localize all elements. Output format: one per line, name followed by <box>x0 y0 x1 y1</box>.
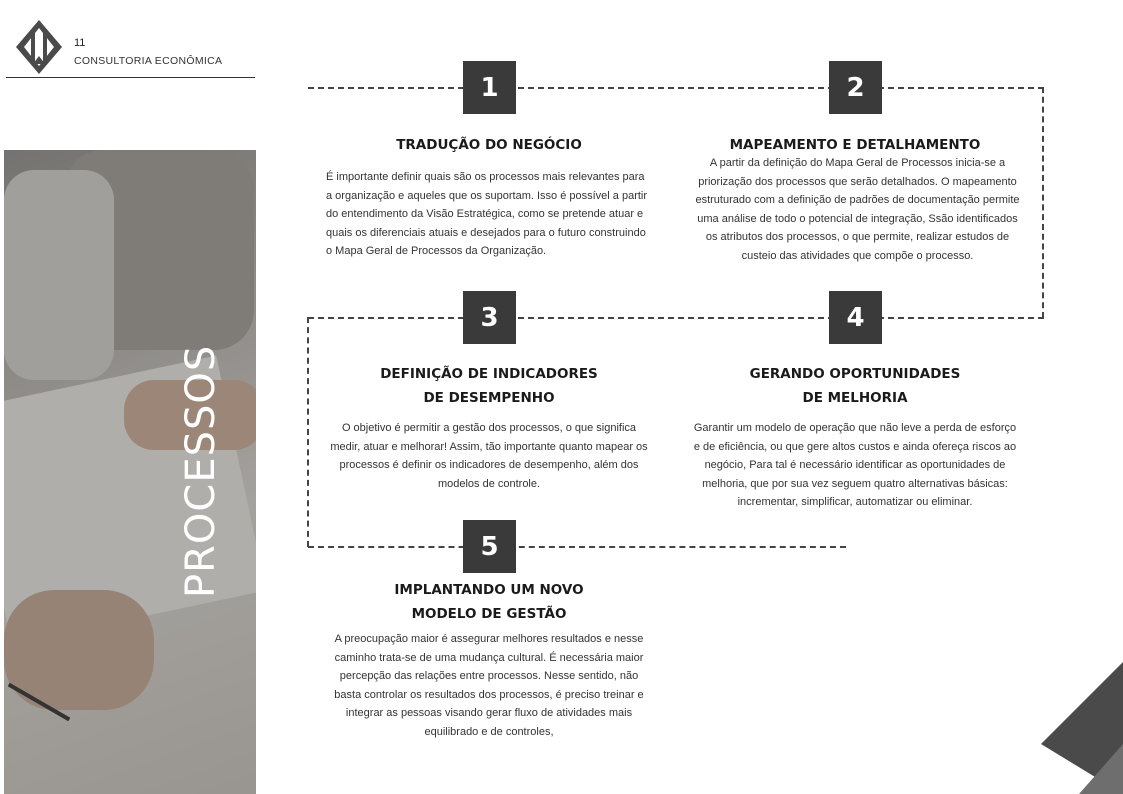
step-description: A preocupação maior é assegurar melhores resultados e nesse caminho trata-se de uma mudança cultural. É necessária maior percepção das relações entre processos. Nesse sentido, não basta controlar os resultados dos processos, é preciso treinar e integrar as pessoas visando gerar fluxo de atividades mais equilibrado e de controles, <box>334 633 644 738</box>
step-description: É importante definir quais são os processos mais relevantes para a organização e aqueles que os suportam. Isso é possível a partir do entendimento da Visão Estratégica, como se pretende atuar e quais os diferenciais atuais e desejados para o futuro construindo o Mapa Geral de Processos da Organização. <box>326 171 648 258</box>
corner-triangle-decoration <box>1039 662 1123 794</box>
step-description: A partir da definição do Mapa Geral de Processos inicia-se a priorização dos processos que serão detalhados. O mapeamento estruturado com a definição de padrões de documentação permite uma análise de todo o potencial de integração, Ssão identificados os atributos dos processos, o que permite, realizar estudos de custeio das atividades que compõe o processo. <box>695 157 1020 262</box>
connector-line <box>307 317 309 547</box>
step-title: MAPEAMENTO E DETALHAMENTO <box>729 137 981 153</box>
step-title-line: DE MELHORIA <box>802 390 908 406</box>
step-title: TRADUÇÃO DO NEGÓCIO <box>396 137 582 153</box>
step-title-line: IMPLANTANDO UM NOVO <box>394 582 584 598</box>
step-title-line: DE DESEMPENHO <box>423 390 555 406</box>
step-number-badge: 2 <box>829 61 882 114</box>
connector-line <box>1042 87 1044 318</box>
step-number-badge: 4 <box>829 291 882 344</box>
step-title-line: GERANDO OPORTUNIDADES <box>749 366 961 382</box>
step-description: Garantir um modelo de operação que não leve a perda de esforço e de eficiência, ou que gere altos custos e ainda ofereça riscos ao negócio, Para tal é necessário identificar as oportunidades de melhoria, que por sua vez seguem quatro alternativas básicas: incrementar, simplificar, automatizar ou eliminar. <box>693 422 1017 509</box>
step-number-badge: 5 <box>463 520 516 573</box>
page-number: 11 <box>74 37 86 49</box>
section-title-vertical: PROCESSOS <box>178 344 224 598</box>
step-description: O objetivo é permitir a gestão dos processos, o que significa medir, atuar e melhorar! Assim, tão importante quanto mapear os processos é definir os indicadores de desempenho, além dos modelos de controle. <box>330 422 648 490</box>
step-number-badge: 3 <box>463 291 516 344</box>
connector-line <box>308 317 1044 319</box>
header-divider <box>6 77 255 78</box>
step-number-badge: 1 <box>463 61 516 114</box>
step-title-line: MODELO DE GESTÃO <box>411 606 567 622</box>
brand-name: CONSULTORIA ECONÔMICA <box>74 55 223 67</box>
logo-icon <box>14 18 64 76</box>
connector-line <box>308 546 846 548</box>
connector-line <box>308 87 1044 89</box>
step-title-line: DEFINIÇÃO DE INDICADORES <box>380 366 598 382</box>
